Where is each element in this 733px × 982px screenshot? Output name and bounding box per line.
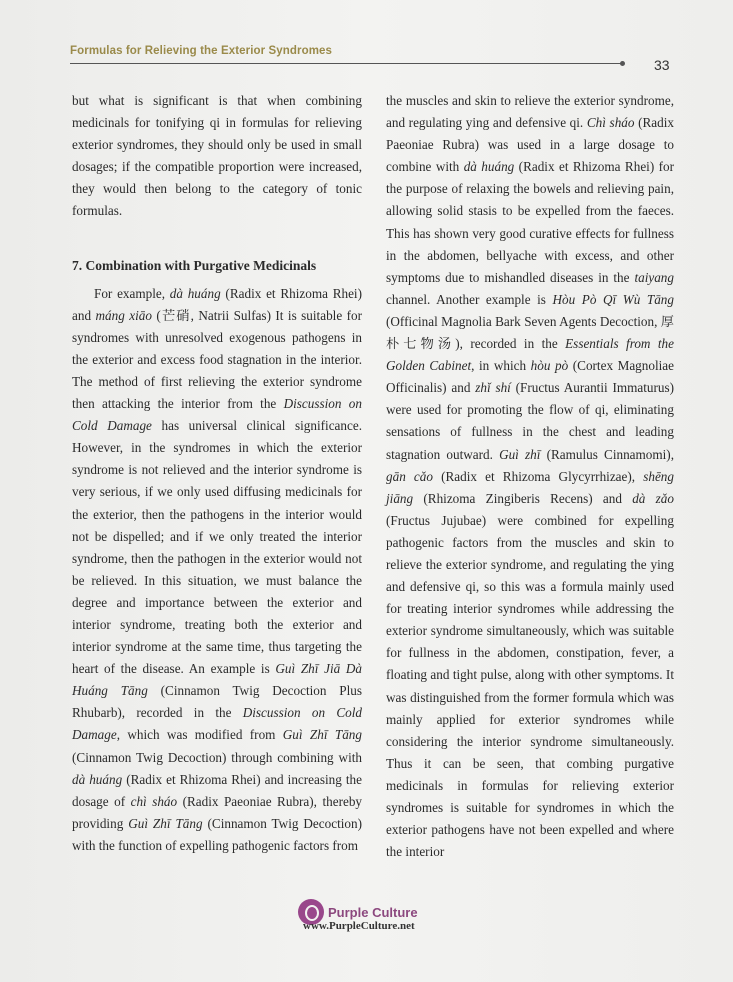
pinyin-term: shēng jiāng	[386, 468, 674, 506]
text-run: (Radix et Rhizoma Rhei) and	[72, 285, 362, 323]
section-heading: 7. Combination with Purgative Medicinals	[72, 257, 317, 273]
text-run: (Cinnamon Twig Decoction) with the function of expelling pathogenic factors from	[72, 815, 362, 853]
formula-name: Guì Zhī Tāng	[128, 815, 203, 831]
text-run: (Fructus Aurantii Immaturus) were used for promoting the flow of qi, eliminating sensations of fullness in the chest and leading stagnation outward.	[386, 380, 675, 462]
page-number: 33	[654, 57, 670, 73]
pinyin-term: máng xiāo	[95, 307, 152, 323]
text-run: (Ramulus Cinnamomi),	[540, 446, 674, 462]
pinyin-term: dà huáng	[169, 285, 221, 301]
pinyin-term: zhǐ shí	[475, 380, 511, 396]
pinyin-term: hòu pò	[530, 358, 569, 374]
book-title: Essentials from the Golden Cabinet	[386, 336, 674, 374]
book-title: Discussion on Cold Damage	[72, 396, 362, 434]
watermark-url: www.PurpleCulture.net	[303, 920, 415, 932]
pinyin-term: dà zǎo	[632, 490, 674, 506]
pinyin-term: Guì zhī	[499, 446, 541, 462]
paragraph-purgative	[72, 283, 362, 857]
text-run: (Radix et Rhizoma Glycyrrhizae),	[432, 468, 644, 484]
formula-name: Hòu Pò Qī Wù Tāng	[552, 291, 674, 307]
watermark-logo-text: Purple Culture	[328, 904, 418, 920]
header-rule	[70, 63, 623, 64]
text-run: (Cinnamon Twig Decoction Plus Rhubarb), recorded in the	[72, 683, 362, 721]
paragraph-tonic: but what is significant is that when combining medicinals for tonifying qi in formulas for relieving exterior syndromes, they should only be used in small dosages; if the compatible proportion were increased, they would then belong to the category of tonic formulas.	[72, 93, 362, 219]
text-run: (Radix Paeoniae Rubra) was used in a large dosage to combine with	[386, 115, 675, 175]
text-run: For example,	[94, 285, 170, 301]
header-rule-dot	[620, 61, 625, 66]
text-run: (Cinnamon Twig Decoction) through combining with	[72, 749, 362, 765]
paragraph-continued	[386, 90, 674, 863]
text-run: has universal clinical significance. However, in the syndromes in which the exterior syndrome is not relieved and the interior syndrome is very serious, if we only used diffusing medicinals for the exterior, then the pathogens in the interior would not be dispelled; and if we only treated the interior syndrome, then the pathogen in the exterior would not be relieved. In this situation, we must balance the degree and importance between the exterior and interior syndrome, treating both the exterior and interior syndrome at the same time, thus targeting the heart of the disease. An example is	[72, 418, 362, 677]
pinyin-term: Chì sháo	[586, 115, 635, 131]
text-run: , in which	[471, 358, 531, 374]
pinyin-term: gān cǎo	[386, 468, 433, 484]
right-column	[386, 90, 674, 863]
text-run: (芒硝, Natrii Sulfas) It is suitable for syndromes with unresolved exogenous pathogens in the exterior and excess food stagnation in the interior. The method of first relieving the exterior syndrome then attacking the interior from the	[72, 307, 362, 412]
pinyin-term: chì sháo	[130, 793, 178, 809]
text-run: (Rhizoma Zingiberis Recens) and	[413, 490, 633, 506]
text-run: channel. Another example is	[386, 291, 553, 307]
pinyin-term: dà huáng	[72, 771, 123, 787]
paragraph-gap	[72, 223, 362, 245]
pinyin-term: dà huáng	[463, 159, 515, 175]
text-run: , which was modified from	[116, 727, 283, 743]
text-run: (Radix Paeoniae Rubra), thereby providing	[72, 793, 363, 831]
formula-name: Guì Zhī Tāng	[282, 727, 362, 743]
text-run: (Radix et Rhizoma Rhei) for the purpose of relaxing the bowels and relieving pain, allowing solid stasis to be expelled from the faeces. This has shown very good curative effects for fullness in the abdomen, bellyache with excess, and other symptoms due to mishandled diseases in the	[386, 159, 675, 285]
text-run: (Cortex Magnoliae Officinalis) and	[386, 358, 674, 396]
running-head: Formulas for Relieving the Exterior Syndromes	[70, 45, 333, 57]
text-run: the muscles and skin to relieve the exterior syndrome, and regulating ying and defensive qi.	[386, 93, 674, 131]
text-run: (Fructus Jujubae) were combined for expelling pathogenic factors from the muscles and skin to relieve the exterior syndrome, and regulating the ying and defensive qi, so this was a formula mainly used for treating interior syndromes while addressing the exterior syndrome simultaneously, which was suitable for fullness in the abdomen, constipation, fever, a floating and tight pulse, along with other symptoms. It was distinguished from the former formula which was mainly applied for exterior syndromes while considering the interior syndrome simultaneously. Thus it can be seen, that combing purgative medicinals in formulas for relieving exterior syndromes is suitable for syndromes in which the exterior pathogens have not been expelled and where the interior	[386, 512, 674, 860]
channel-term: taiyang	[634, 269, 674, 285]
text-run: (Radix et Rhizoma Rhei) and increasing the dosage of	[72, 771, 363, 809]
left-column	[72, 90, 362, 857]
formula-name: Guì Zhī Jiā Dà Huáng Tāng	[72, 661, 363, 699]
book-title: Discussion on Cold Damage	[72, 705, 362, 743]
text-run: (Officinal Magnolia Bark Seven Agents Decoction, 厚朴七物汤), recorded in the	[386, 313, 674, 352]
